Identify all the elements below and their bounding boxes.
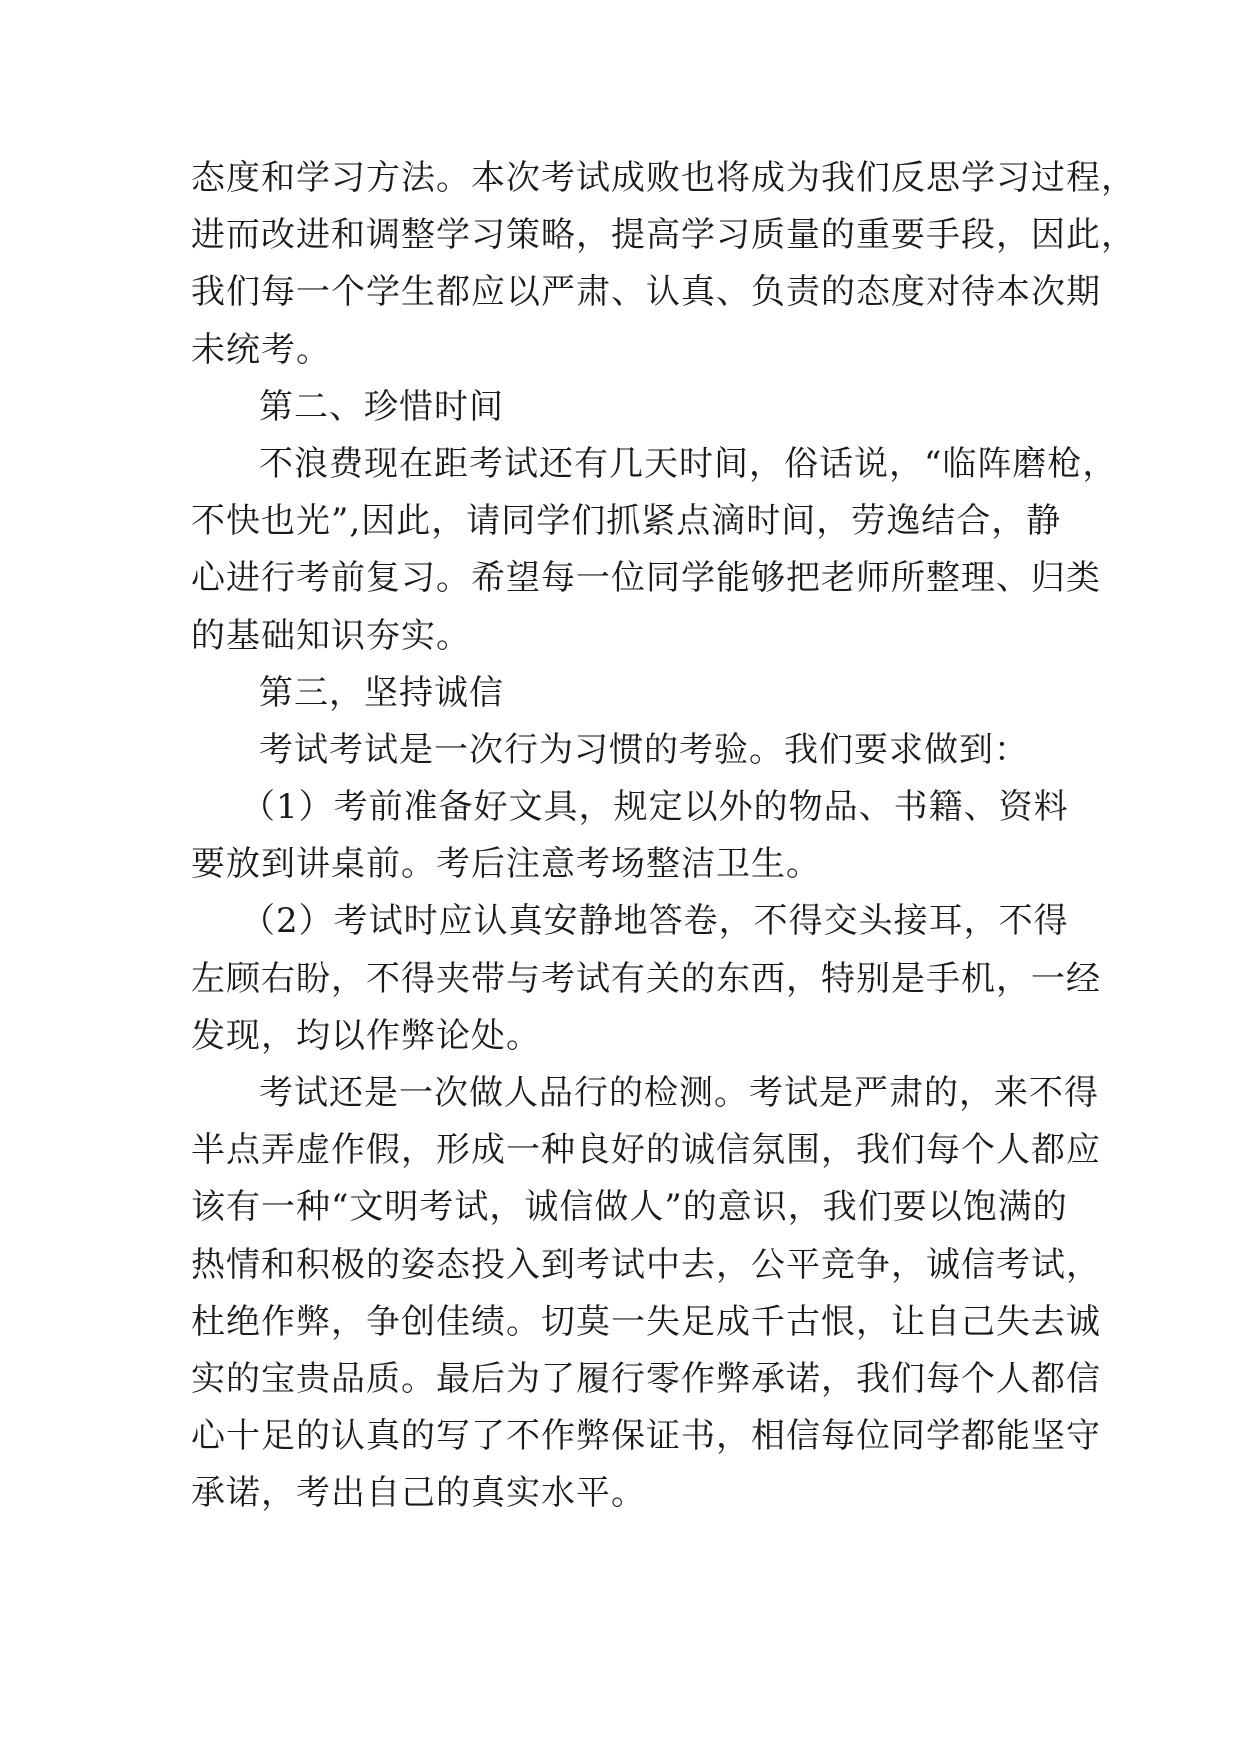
text-line: 发现，均以作弊论处。 xyxy=(191,1015,541,1056)
text-line: 半点弄虚作假，形成一种良好的诚信氛围，我们每个人都应 xyxy=(191,1130,1101,1171)
text-line: 要放到讲桌前。考后注意考场整洁卫生。 xyxy=(191,844,821,885)
text-line: 心十足的认真的写了不作弊保证书，相信每位同学都能坚守 xyxy=(191,1416,1101,1457)
text-line: 该有一种“文明考试，诚信做人”的意识，我们要以饱满的 xyxy=(191,1187,1068,1228)
text-line: 左顾右盼，不得夹带与考试有关的东西，特别是手机，一经 xyxy=(191,958,1101,999)
text-line: 考试还是一次做人品行的检测。考试是严肃的，来不得 xyxy=(259,1073,1099,1113)
text-line: 不浪费现在距考试还有几天时间，俗话说，“临阵磨枪， xyxy=(259,443,1118,484)
text-line: 考试考试是一次行为习惯的考验。我们要求做到： xyxy=(259,729,1029,770)
list-item: （1）考前准备好文具，规定以外的物品、书籍、资料 xyxy=(241,787,1069,828)
text-line: 实的宝贵品质。最后为了履行零作弊承诺，我们每个人都信 xyxy=(191,1358,1101,1399)
text-line: 不快也光”,因此，请同学们抓紧点滴时间，劳逸结合，静 xyxy=(191,501,1062,542)
text-line: 承诺，考出自己的真实水平。 xyxy=(191,1473,646,1514)
section-heading: 第三，坚持诚信 xyxy=(259,672,504,713)
text-line: 杜绝作弊，争创佳绩。切莫一失足成千古恨，让自己失去诚 xyxy=(191,1301,1101,1342)
text-line: 未统考。 xyxy=(191,329,331,370)
text-line: 的基础知识夯实。 xyxy=(191,615,471,656)
text-line: 心进行考前复习。希望每一位同学能够把老师所整理、归类 xyxy=(191,558,1101,599)
text-line: 进而改进和调整学习策略，提高学习质量的重要手段，因此， xyxy=(191,215,1136,256)
body-text xyxy=(191,150,1136,1523)
text-line: 热情和积极的姿态投入到考试中去，公平竞争，诚信考试， xyxy=(191,1244,1101,1285)
section-heading: 第二、珍惜时间 xyxy=(259,386,504,427)
text-line: 态度和学习方法。本次考试成败也将成为我们反思学习过程， xyxy=(191,158,1136,198)
text-line: 我们每一个学生都应以严肃、认真、负责的态度对待本次期 xyxy=(191,272,1101,313)
list-item: （2）考试时应认真安静地答卷，不得交头接耳，不得 xyxy=(241,901,1069,942)
